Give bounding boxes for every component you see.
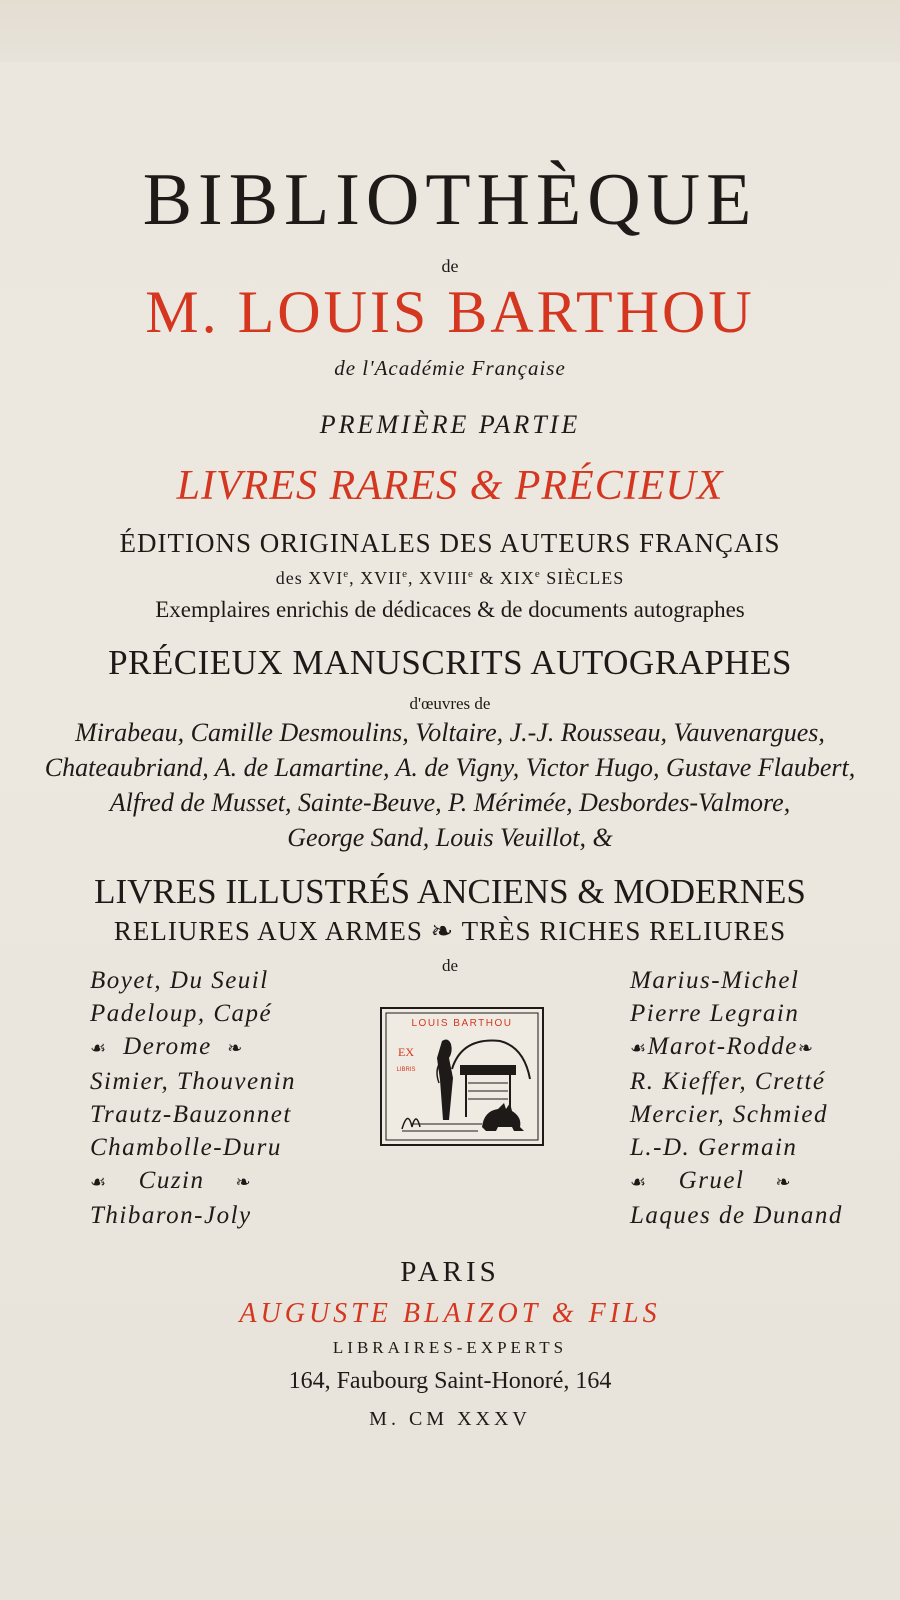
binder-name: Pierre Legrain xyxy=(630,1000,800,1027)
binder-name: ☙ Cuzin ❧ xyxy=(90,1167,253,1194)
binder-name: L.-D. Germain xyxy=(630,1134,798,1161)
binder-name: Mercier, Schmied xyxy=(630,1101,829,1128)
binder-name: Marius-Michel xyxy=(630,967,800,994)
binder-name: Thibaron-Joly xyxy=(90,1202,252,1229)
binder-name: Trautz-Bauzonnet xyxy=(90,1101,292,1128)
fleuron-left-icon: ☙ xyxy=(90,1172,108,1192)
ex-libris-bookplate-icon xyxy=(380,1007,544,1146)
de-connector: de xyxy=(441,256,459,276)
works-of-line: d'œuvres de xyxy=(409,694,491,713)
imprint-libraires: LIBRAIRES-EXPERTS xyxy=(332,1338,568,1357)
binder-name: ☙ Derome ❧ xyxy=(90,1033,244,1060)
fleuron-left-icon: ☙ xyxy=(630,1038,648,1058)
page-title: BIBLIOTHÈQUE xyxy=(142,159,758,241)
copies-line: Exemplaires enrichis de dédicaces & de documents autographes xyxy=(155,597,745,622)
authors-line-4: George Sand, Louis Veuillot, & xyxy=(287,823,613,852)
fleuron-right-icon: ❧ xyxy=(797,1038,815,1058)
illustrated-books-heading: LIVRES ILLUSTRÉS ANCIENS & MODERNES xyxy=(94,872,806,911)
imprint-address: 164, Faubourg Saint-Honoré, 164 xyxy=(288,1368,612,1394)
fleuron-right-icon: ❧ xyxy=(775,1172,793,1192)
imprint-year: M. CM XXXV xyxy=(369,1408,531,1430)
centuries-line: des XVIe, XVIIe, XVIIIe & XIXe SIÈCLES xyxy=(275,568,625,588)
binder-name: Laques de Dunand xyxy=(630,1202,843,1229)
authors-line-3: Alfred de Musset, Sainte-Beuve, P. Mérimée, Desbordes-Valmore, xyxy=(109,788,791,817)
de-connector-2: de xyxy=(441,956,459,975)
fleuron-right-icon: ❧ xyxy=(227,1038,244,1058)
imprint-publisher: AUGUSTE BLAIZOT & FILS xyxy=(239,1298,661,1329)
authors-line-1: Mirabeau, Camille Desmoulins, Voltaire, J.-J. Rousseau, Vauvenargues, xyxy=(75,718,825,747)
binders-right-column xyxy=(630,964,843,1232)
bookplate-illustration xyxy=(382,1009,542,1144)
binder-name: ☙Marot-Rodde❧ xyxy=(630,1033,815,1060)
fleuron-left-icon: ☙ xyxy=(90,1038,108,1058)
fleuron-left-icon: ☙ xyxy=(630,1172,648,1192)
binder-name: Chambolle-Duru xyxy=(90,1134,282,1161)
academy-line: de l'Académie Française xyxy=(334,356,566,380)
original-editions-line: ÉDITIONS ORIGINALES DES AUTEURS FRANÇAIS xyxy=(119,528,781,558)
imprint-city: PARIS xyxy=(400,1256,500,1288)
rare-books-heading: LIVRES RARES & PRÉCIEUX xyxy=(176,463,724,509)
bookplate-ex: EX xyxy=(398,1045,414,1059)
binder-name: Padeloup, Capé xyxy=(90,1000,273,1027)
binder-name: Boyet, Du Seuil xyxy=(90,967,269,994)
bookplate-libris: LIBRIS xyxy=(396,1067,416,1073)
bindings-heading: RELIURES AUX ARMES ❧ TRÈS RICHES RELIURES xyxy=(113,916,787,946)
page-top-edge xyxy=(0,0,900,62)
binder-name: ☙ Gruel ❧ xyxy=(630,1167,793,1194)
binders-left-column xyxy=(90,964,296,1232)
binder-name: R. Kieffer, Cretté xyxy=(630,1068,826,1095)
binder-name: Simier, Thouvenin xyxy=(90,1068,297,1095)
bookplate-name: LOUIS BARTHOU xyxy=(411,1018,513,1029)
owner-name: M. LOUIS BARTHOU xyxy=(145,279,755,345)
fleuron-right-icon: ❧ xyxy=(235,1172,253,1192)
part-heading: PREMIÈRE PARTIE xyxy=(319,410,581,439)
authors-line-2: Chateaubriand, A. de Lamartine, A. de Vigny, Victor Hugo, Gustave Flaubert, xyxy=(44,753,856,782)
manuscripts-heading: PRÉCIEUX MANUSCRITS AUTOGRAPHES xyxy=(108,643,792,682)
